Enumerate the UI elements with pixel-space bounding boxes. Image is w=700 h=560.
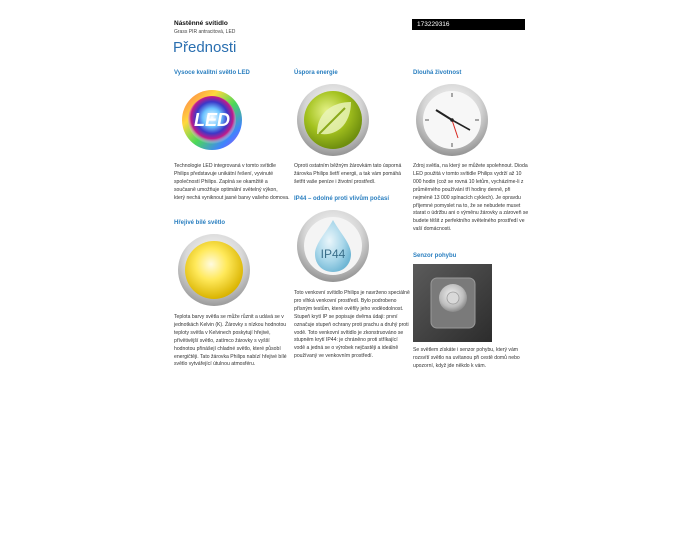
feature-text-ip44: Toto venkovní svítidlo Philips je navrženo speciálně pro vlhká venkovní prostředí. Bylo podrobeno přísným testům, které ověřily jeho voděodolnost. Stupeň krytí IP se popisuje dvěma údaji: první označuje stupeň ochrany proti prachu a druhý proti vodě. Toto venkovní svítidlo je zkonstruováno se stupněm krytí IP44: je chráněno proti stříkající vodě a jedná se o výrobek nejčastěji a ideálně používaný ve venkovním prostředí.	[294, 290, 410, 360]
product-subtitle: Grass PIR antracitová, LED	[174, 29, 236, 35]
warm-light-icon	[176, 232, 252, 308]
water-drop-icon	[295, 208, 371, 284]
product-code: 173229316	[412, 19, 525, 30]
feature-title-led: Vysoce kvalitní světlo LED	[174, 70, 250, 76]
feature-text-life: Zdroj světla, na který se můžete spolehnout. Dioda LED použitá v tomto svítidle Philips vydrží až 10 000 hodin (což se rovná 10 letům, vycházíme-li z průměrného používání tří hodiny denně, při nejméně 13 000 spínacích cyklech). Je opravdu příjemné pomyslet na to, že se nebudete muset starat o údržbu ani o výměnu žárovky a zároveň se budete těšit z perfektního světelného prostředí ve vaší domácnosti.	[413, 163, 529, 233]
feature-text-warm: Teplota barvy světla se může různit a udává se v jednotkách Kelvin (K). Žárovky s nízkou hodnotou teploty světla v Kelvinech poskytují hřejivé, přívětivější světlo, zatímco žárovky s vyšší hodnotou přinášejí chladné světlo, které působí energičtěji. Tato žárovka Philips nabízí hřejivé bílé světlo vytvářející útulnou atmosféru.	[174, 314, 287, 368]
clock-icon	[414, 82, 490, 158]
feature-text-led: Technologie LED integrovaná v tomto svítidle Philips představuje unikátní řešení, vyvinuté společností Philips. Zapíná se okamžitě a současně umožňuje optimální světelný výkon, který nechá vyniknout jasné barvy vašeho domova.	[174, 163, 290, 201]
product-name: Nástěnné svítidlo	[174, 20, 228, 27]
feature-title-ip44: IP44 – odolné proti vlivům počasí	[294, 196, 390, 202]
feature-title-life: Dlouhá životnost	[413, 70, 462, 76]
feature-text-sensor: Se světlem získáte i senzor pohybu, který vám rozsvítí světlo na uvítanou při cestě domů nebo upozorní, když jde někdo k vám.	[413, 347, 520, 369]
svg-text:LED: LED	[194, 110, 230, 130]
page-title: Přednosti	[173, 39, 237, 56]
motion-sensor-image	[413, 264, 492, 342]
feature-text-energy: Oproti ostatním běžným žárovkám tato úsporná žárovka Philips šetří energii, a tak vám pomáhá šetřit vaše peníze i životní prostředí.	[294, 163, 402, 185]
leaf-icon	[295, 82, 371, 158]
feature-title-warm: Hřejivé bílé světlo	[174, 220, 226, 226]
feature-title-energy: Úspora energie	[294, 70, 338, 76]
feature-title-sensor: Senzor pohybu	[413, 253, 457, 259]
svg-text:IP44: IP44	[320, 247, 346, 261]
led-icon	[180, 80, 244, 160]
